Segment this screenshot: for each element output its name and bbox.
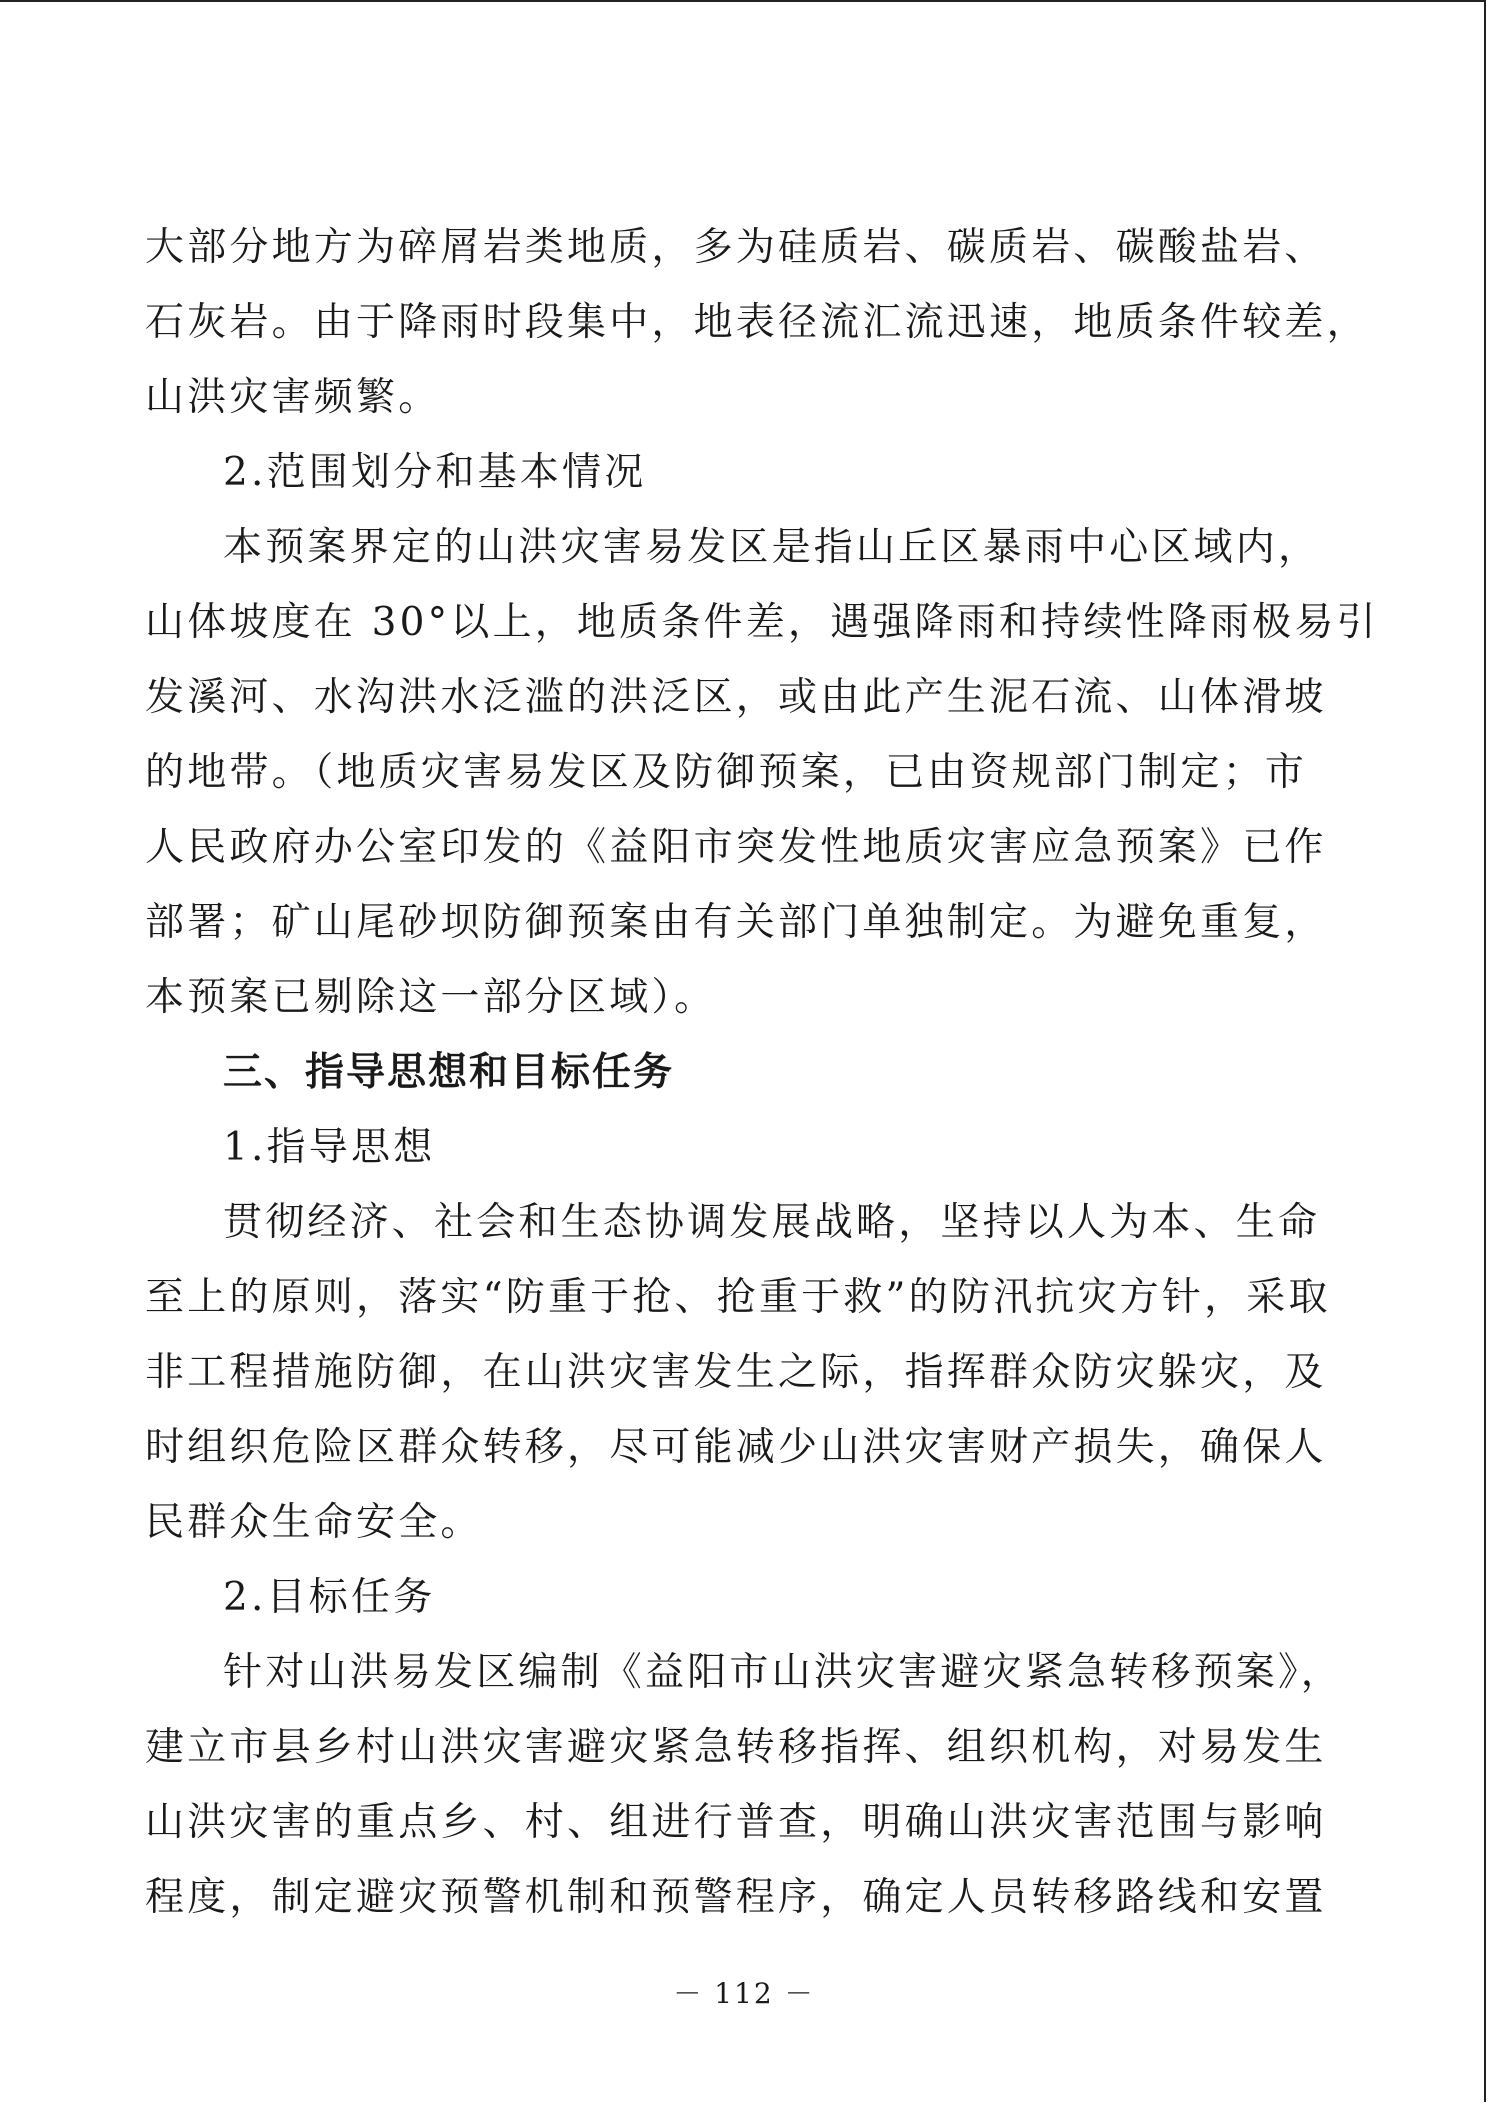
paragraph-first-line: 针对山洪易发区编制《益阳市山洪灾害避灾紧急转移预案》， (223, 1650, 1343, 1695)
body-line: 建立市县乡村山洪灾害避灾紧急转移指挥、组织机构，对易发生 (145, 1725, 1327, 1770)
body-line: 的地带。（地质灾害易发区及防御预案，已由资规部门制定；市 (145, 750, 1308, 795)
body-line: 时组织危险区群众转移，尽可能减少山洪灾害财产损失，确保人 (145, 1425, 1327, 1470)
paragraph-first-line: 贯彻经济、社会和生态协调发展战略，坚持以人为本、生命 (223, 1200, 1321, 1245)
subsection-heading: 2.范围划分和基本情况 (223, 450, 647, 495)
body-line: 至上的原则，落实“防重于抢、抢重于救”的防汛抗灾方针，采取 (145, 1275, 1331, 1320)
body-line: 山体坡度在 30°以上，地质条件差，遇强降雨和持续性降雨极易引 (145, 600, 1379, 645)
page-number: － 112 － (673, 1977, 815, 2010)
body-line: 本预案已剔除这一部分区域）。 (145, 975, 717, 1020)
body-line: 民群众生命安全。 (145, 1500, 483, 1545)
body-line: 山洪灾害频繁。 (145, 375, 441, 420)
paragraph-first-line: 本预案界定的山洪灾害易发区是指山丘区暴雨中心区域内， (223, 525, 1321, 570)
section-heading: 三、指导思想和目标任务 (223, 1050, 675, 1095)
body-line: 部署；矿山尾砂坝防御预案由有关部门单独制定。为避免重复， (145, 900, 1327, 945)
body-line: 山洪灾害的重点乡、村、组进行普查，明确山洪灾害范围与影响 (145, 1800, 1327, 1845)
body-line: 发溪河、水沟洪水泛滥的洪泛区，或由此产生泥石流、山体滑坡 (145, 675, 1327, 720)
subsection-heading: 1.指导思想 (223, 1125, 436, 1170)
body-line: 人民政府办公室印发的《益阳市突发性地质灾害应急预案》已作 (145, 825, 1327, 870)
body-line: 大部分地方为碎屑岩类地质，多为硅质岩、碳质岩、碳酸盐岩、 (145, 225, 1327, 270)
document-body (145, 210, 1379, 1935)
body-line: 石灰岩。由于降雨时段集中，地表径流汇流迅速，地质条件较差， (145, 300, 1369, 345)
body-line: 程度，制定避灾预警机制和预警程序，确定人员转移路线和安置 (145, 1875, 1327, 1920)
subsection-heading: 2.目标任务 (223, 1575, 436, 1620)
body-line: 非工程措施防御，在山洪灾害发生之际，指挥群众防灾躲灾，及 (145, 1350, 1327, 1395)
